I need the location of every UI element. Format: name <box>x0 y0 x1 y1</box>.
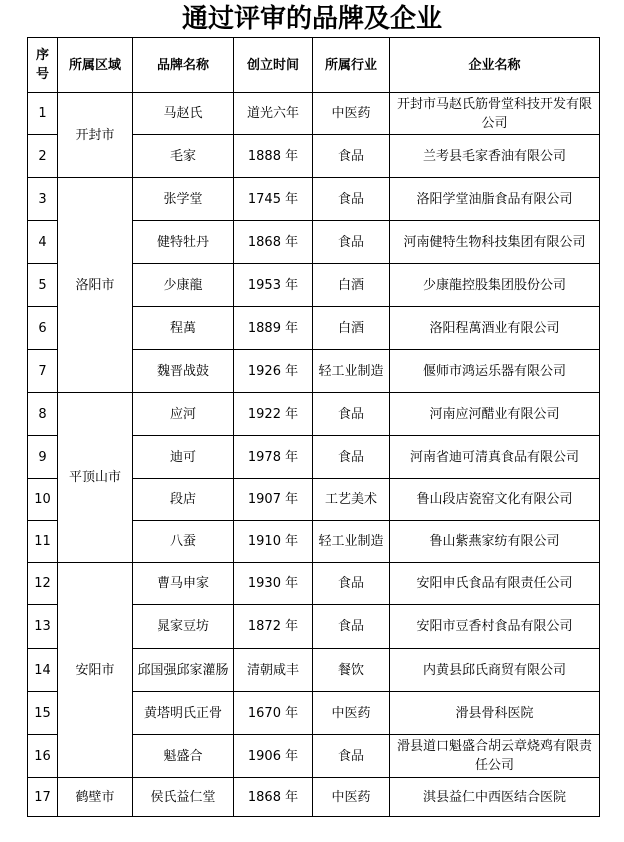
cell-brand: 应河 <box>133 393 234 436</box>
cell-seq: 5 <box>28 264 58 307</box>
cell-founded: 1868 年 <box>234 778 313 817</box>
cell-brand: 少康龍 <box>133 264 234 307</box>
cell-brand: 邱国强邱家灌肠 <box>133 649 234 692</box>
table-row <box>28 93 600 135</box>
header-company: 企业名称 <box>390 38 600 93</box>
cell-company: 鲁山段店瓷窑文化有限公司 <box>390 479 600 521</box>
table-row <box>28 778 600 817</box>
cell-company: 滑县道口魁盛合胡云章烧鸡有限责任公司 <box>390 735 600 778</box>
cell-company: 少康龍控股集团股份公司 <box>390 264 600 307</box>
cell-company: 滑县骨科医院 <box>390 692 600 735</box>
cell-founded: 1888 年 <box>234 135 313 178</box>
cell-seq: 7 <box>28 350 58 393</box>
cell-founded: 1868 年 <box>234 221 313 264</box>
cell-brand: 黄塔明氏正骨 <box>133 692 234 735</box>
cell-seq: 9 <box>28 436 58 479</box>
cell-brand: 程萬 <box>133 307 234 350</box>
cell-industry: 中医药 <box>313 778 390 817</box>
cell-founded: 1670 年 <box>234 692 313 735</box>
cell-founded: 1953 年 <box>234 264 313 307</box>
cell-brand: 毛家 <box>133 135 234 178</box>
cell-company: 河南健特生物科技集团有限公司 <box>390 221 600 264</box>
cell-brand: 马赵氏 <box>133 93 234 135</box>
cell-seq: 13 <box>28 605 58 649</box>
cell-seq: 3 <box>28 178 58 221</box>
cell-founded: 1907 年 <box>234 479 313 521</box>
cell-founded: 1910 年 <box>234 521 313 563</box>
cell-founded: 1745 年 <box>234 178 313 221</box>
cell-company: 安阳申氏食品有限责任公司 <box>390 563 600 605</box>
cell-brand: 晁家豆坊 <box>133 605 234 649</box>
cell-founded: 道光六年 <box>234 93 313 135</box>
brand-table <box>27 37 600 817</box>
cell-company: 兰考县毛家香油有限公司 <box>390 135 600 178</box>
cell-company: 河南省迪可清真食品有限公司 <box>390 436 600 479</box>
cell-seq: 16 <box>28 735 58 778</box>
cell-industry: 食品 <box>313 135 390 178</box>
cell-founded: 1889 年 <box>234 307 313 350</box>
cell-company: 内黄县邱氏商贸有限公司 <box>390 649 600 692</box>
cell-seq: 4 <box>28 221 58 264</box>
cell-founded: 清朝咸丰 <box>234 649 313 692</box>
cell-founded: 1872 年 <box>234 605 313 649</box>
cell-industry: 中医药 <box>313 692 390 735</box>
cell-industry: 中医药 <box>313 93 390 135</box>
cell-founded: 1906 年 <box>234 735 313 778</box>
cell-industry: 食品 <box>313 178 390 221</box>
table-row <box>28 563 600 605</box>
cell-brand: 张学堂 <box>133 178 234 221</box>
cell-founded: 1978 年 <box>234 436 313 479</box>
cell-seq: 10 <box>28 479 58 521</box>
header-region: 所属区域 <box>58 38 133 93</box>
cell-brand: 侯氏益仁堂 <box>133 778 234 817</box>
cell-seq: 14 <box>28 649 58 692</box>
cell-seq: 6 <box>28 307 58 350</box>
cell-company: 鲁山紫燕家纺有限公司 <box>390 521 600 563</box>
table-row <box>28 393 600 436</box>
cell-industry: 白酒 <box>313 264 390 307</box>
header-brand: 品牌名称 <box>133 38 234 93</box>
cell-company: 开封市马赵氏筋骨堂科技开发有限公司 <box>390 93 600 135</box>
cell-seq: 11 <box>28 521 58 563</box>
cell-industry: 食品 <box>313 436 390 479</box>
cell-brand: 魏晋战鼓 <box>133 350 234 393</box>
cell-region: 平顶山市 <box>58 393 133 563</box>
cell-company: 淇县益仁中西医结合医院 <box>390 778 600 817</box>
header-founded: 创立时间 <box>234 38 313 93</box>
cell-brand: 迪可 <box>133 436 234 479</box>
cell-brand: 段店 <box>133 479 234 521</box>
cell-company: 河南应河醋业有限公司 <box>390 393 600 436</box>
cell-seq: 15 <box>28 692 58 735</box>
cell-industry: 工艺美术 <box>313 479 390 521</box>
cell-founded: 1926 年 <box>234 350 313 393</box>
cell-brand: 健特牡丹 <box>133 221 234 264</box>
cell-seq: 2 <box>28 135 58 178</box>
table-body <box>28 93 600 817</box>
cell-industry: 食品 <box>313 393 390 436</box>
cell-seq: 17 <box>28 778 58 817</box>
cell-industry: 食品 <box>313 563 390 605</box>
cell-company: 偃师市鸿运乐器有限公司 <box>390 350 600 393</box>
cell-seq: 12 <box>28 563 58 605</box>
cell-brand: 魁盛合 <box>133 735 234 778</box>
cell-founded: 1930 年 <box>234 563 313 605</box>
cell-seq: 1 <box>28 93 58 135</box>
cell-region: 开封市 <box>58 93 133 178</box>
cell-industry: 食品 <box>313 605 390 649</box>
cell-region: 洛阳市 <box>58 178 133 393</box>
cell-industry: 轻工业制造 <box>313 521 390 563</box>
cell-brand: 曹马申家 <box>133 563 234 605</box>
cell-industry: 餐饮 <box>313 649 390 692</box>
cell-industry: 轻工业制造 <box>313 350 390 393</box>
cell-company: 洛阳学堂油脂食品有限公司 <box>390 178 600 221</box>
header-industry: 所属行业 <box>313 38 390 93</box>
cell-company: 洛阳程萬酒业有限公司 <box>390 307 600 350</box>
cell-company: 安阳市豆香村食品有限公司 <box>390 605 600 649</box>
cell-region: 鹤壁市 <box>58 778 133 817</box>
header-seq: 序号 <box>28 38 58 93</box>
table-row <box>28 178 600 221</box>
cell-industry: 食品 <box>313 735 390 778</box>
cell-industry: 食品 <box>313 221 390 264</box>
cell-founded: 1922 年 <box>234 393 313 436</box>
cell-region: 安阳市 <box>58 563 133 778</box>
table-header-row <box>28 38 600 93</box>
page-title: 通过评审的品牌及企业 <box>181 4 442 34</box>
cell-industry: 白酒 <box>313 307 390 350</box>
cell-brand: 八蚕 <box>133 521 234 563</box>
cell-seq: 8 <box>28 393 58 436</box>
